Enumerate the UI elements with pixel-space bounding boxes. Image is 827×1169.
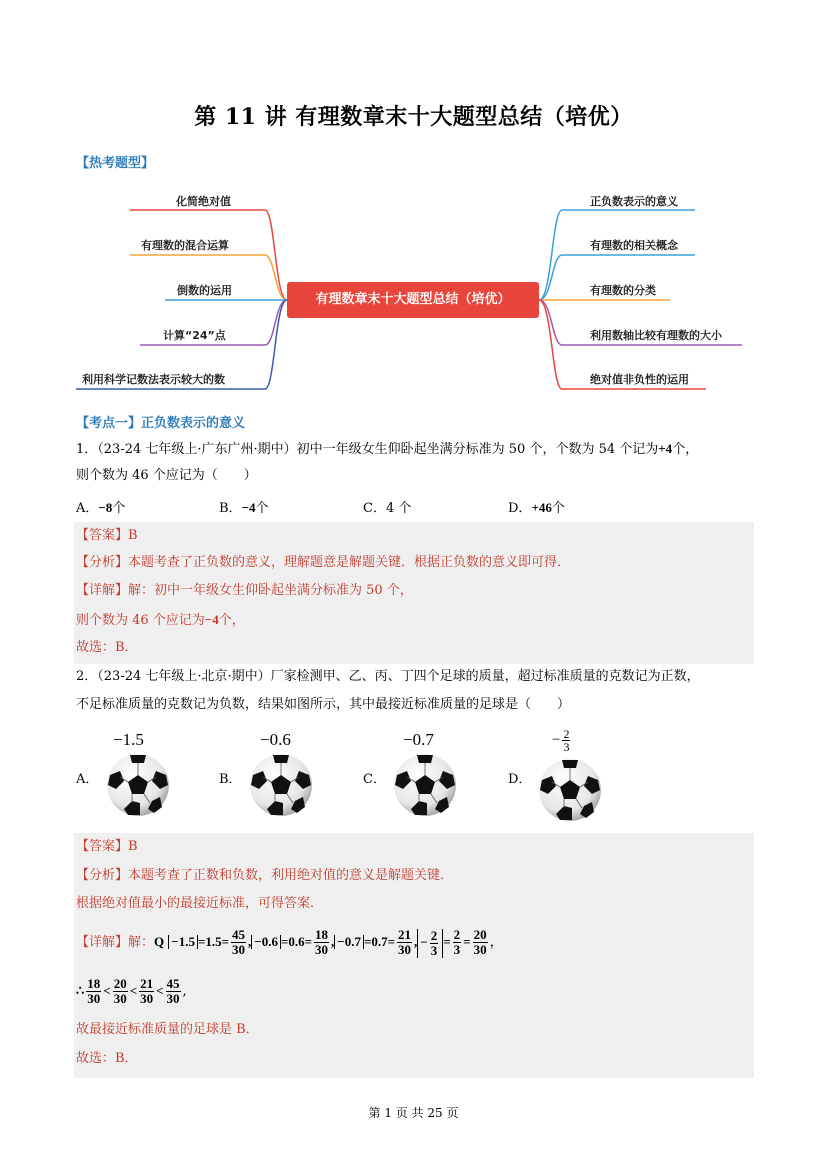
q2-option-d-value: − $\frac{2}{3}$ xyxy=(552,727,570,754)
mm-right-5: 绝对值非负性的运用 xyxy=(590,373,689,386)
q1-answer: 【答案】B xyxy=(76,528,138,543)
q1-option-a: A．−8个 xyxy=(76,500,126,516)
q2-option-d-ball xyxy=(538,758,602,822)
q1-option-c: C．4 个 xyxy=(363,501,412,516)
q1-choice: 故选：B． xyxy=(76,640,138,655)
q2-answer: 【答案】B xyxy=(76,839,138,854)
q1-line2: 则个数为 46 个应记为（ ） xyxy=(76,468,257,483)
mm-right-2: 有理数的相关概念 xyxy=(590,239,678,252)
q2-conclusion: 故最接近标准质量的足球是 B． xyxy=(76,1022,259,1037)
mm-left-4: 计算“24”点 xyxy=(163,329,226,342)
q2-choice: 故选：B． xyxy=(76,1051,138,1066)
q2-line2: 不足标准质量的克数记为负数，结果如图所示，其中最接近标准质量的足球是（ ） xyxy=(76,697,571,712)
q2-option-b-ball xyxy=(249,753,313,817)
q1-line1 xyxy=(76,435,756,463)
q2-option-b-value: −0.6 xyxy=(260,730,291,749)
q1-text1-end: 个， xyxy=(672,442,699,457)
q2-option-c-ball xyxy=(393,753,457,817)
q1-detail2: 则个数为 46 个应记为−4个， xyxy=(76,612,245,628)
q2-detail-equation: 【详解】解：Q −1.5 =1.5= $\frac{45}{30}$ , −0.6 =0.6= $\frac{18}{30}$ , −0.7 =0.7= $\frac{21}{30}$ , − $\frac{2}{3}$ = $\frac{2}{3}$ = $\frac{20}{30}$ ， xyxy=(76,927,503,958)
q2-option-b-letter: B． xyxy=(219,772,242,787)
q2-d-sign: − xyxy=(552,732,561,748)
q1-text1: 1．（23-24 七年级上·广东广州·期中）初中一年级女生仰卧起坐满分标准为 50 个，个数为 54 个记为 xyxy=(76,442,659,457)
q2-option-a-ball xyxy=(106,753,170,817)
page-title: 第 11 讲 有理数章末十大题型总结（培优） xyxy=(194,104,633,130)
mm-right-4: 利用数轴比较有理数的大小 xyxy=(590,329,722,342)
q2-inequality: ∴ $\frac{18}{30}$ < $\frac{20}{30}$ < $\frac{21}{30}$ < $\frac{45}{30}$ , xyxy=(76,976,187,1006)
q2-option-c-value: −0.7 xyxy=(403,730,434,749)
q2-option-d-letter: D． xyxy=(508,772,532,787)
mm-right-1: 正负数表示的意义 xyxy=(590,195,678,208)
q1-detail1: 【详解】解：初中一年级女生仰卧起坐满分标准为 50 个， xyxy=(76,583,413,598)
q1-option-b: B．−4个 xyxy=(219,500,269,516)
mm-left-3: 倒数的运用 xyxy=(177,284,232,297)
hot-section-heading: 【热考题型】 xyxy=(76,156,155,171)
kaodian1-heading: 【考点一】正负数表示的意义 xyxy=(76,416,246,431)
q2-option-c-letter: C． xyxy=(363,772,386,787)
q1-math: +4 xyxy=(658,441,673,456)
q2-option-a-letter: A． xyxy=(76,772,99,787)
q2-analysis1: 【分析】本题考查了正数和负数，利用绝对值的意义是解题关键． xyxy=(76,868,454,883)
mm-right-3: 有理数的分类 xyxy=(590,284,656,297)
mm-left-5: 利用科学记数法表示较大的数 xyxy=(82,373,225,386)
q2-option-a-value: −1.5 xyxy=(113,730,144,749)
q1-analysis: 【分析】本题考查了正负数的意义，理解题意是解题关键．根据正负数的意义即可得． xyxy=(76,555,571,570)
q1-option-d: D．+46个 xyxy=(508,500,565,516)
mm-left-1: 化简绝对值 xyxy=(176,195,231,208)
page-footer: 第 1 页 共 25 页 xyxy=(368,1106,459,1120)
mm-center-node: 有理数章末十大题型总结（培优） xyxy=(287,282,539,318)
mm-left-2: 有理数的混合运算 xyxy=(141,239,229,252)
q2-analysis2: 根据绝对值最小的最接近标准，可得答案． xyxy=(76,896,324,911)
q2-line1: 2．（23-24 七年级上·北京·期中）厂家检测甲、乙、丙、丁四个足球的质量，超过标准质量的克数记为正数， xyxy=(76,669,700,684)
